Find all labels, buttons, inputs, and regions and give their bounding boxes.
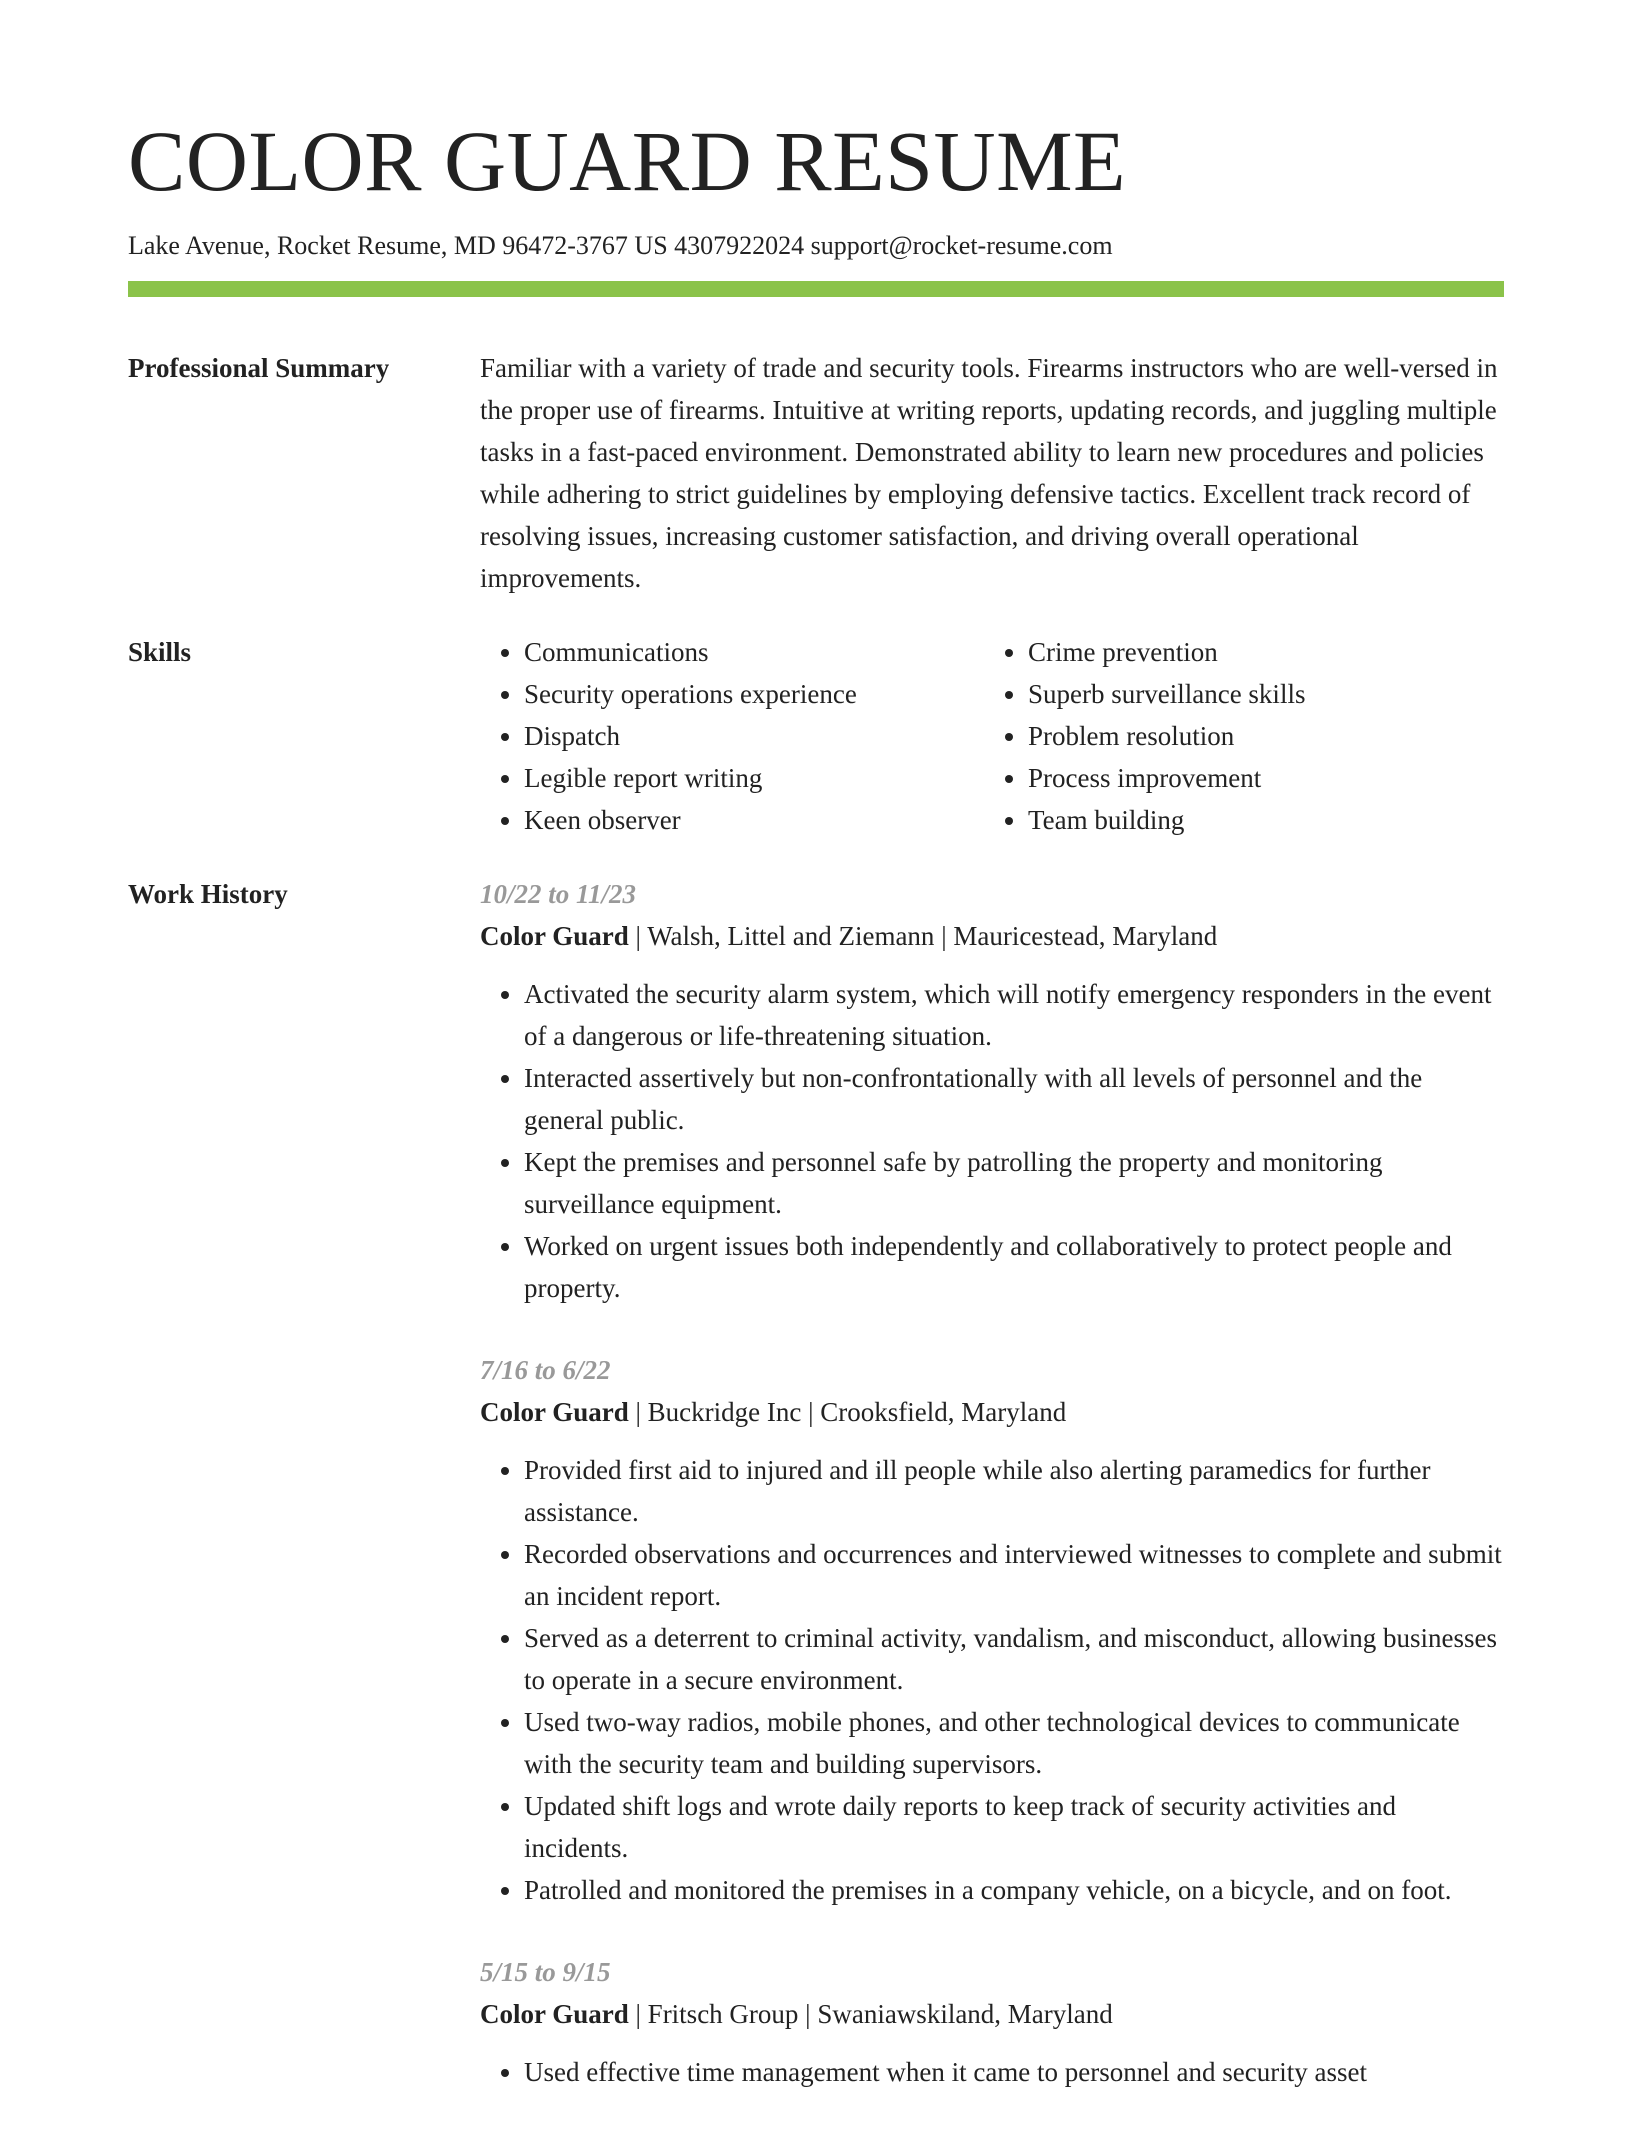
- summary-section: [128, 347, 1504, 599]
- skills-label: Skills: [128, 636, 192, 667]
- work-history-label: Work History: [128, 878, 288, 909]
- skills-section: [128, 631, 1504, 841]
- job-bullet: • Interacted assertively but non-confrontationally with all levels of personnel and the general public.: [524, 1057, 1504, 1141]
- job-heading: [480, 1993, 1504, 2035]
- job-dates: 5/15 to 9/15: [480, 1956, 611, 1987]
- job-separator: |: [628, 1396, 648, 1427]
- skills-column-left: [480, 631, 984, 841]
- header-divider: [128, 281, 1504, 297]
- job-company: Fritsch Group: [647, 1998, 799, 2029]
- skill-item: • Communications: [524, 631, 984, 673]
- skill-item: • Crime prevention: [1028, 631, 1488, 673]
- job-bullet: • Served as a deterrent to criminal activity, vandalism, and misconduct, allowing businesses to operate in a secure environment.: [524, 1617, 1504, 1701]
- summary-label: Professional Summary: [128, 352, 390, 383]
- job-bullets: [480, 1449, 1504, 1911]
- job-separator: |: [628, 920, 648, 951]
- skill-item: • Dispatch: [524, 715, 984, 757]
- job-entry: [480, 1951, 1504, 2093]
- job-heading: [480, 1391, 1504, 1433]
- job-title: Color Guard: [480, 1396, 629, 1427]
- job-separator: |: [934, 920, 954, 951]
- skills-grid: [480, 631, 1504, 841]
- job-bullet: • Kept the premises and personnel safe by patrolling the property and monitoring surveillance equipment.: [524, 1141, 1504, 1225]
- skill-item: • Legible report writing: [524, 757, 984, 799]
- work-history-section: [128, 873, 1504, 2133]
- job-separator: |: [628, 1998, 648, 2029]
- skill-item: • Superb surveillance skills: [1028, 673, 1488, 715]
- job-bullet: • Updated shift logs and wrote daily reports to keep track of security activities and incidents.: [524, 1785, 1504, 1869]
- job-location: Swaniawskiland, Maryland: [817, 1998, 1113, 2029]
- skill-item: • Process improvement: [1028, 757, 1488, 799]
- job-bullet: • Patrolled and monitored the premises in a company vehicle, on a bicycle, and on foot.: [524, 1869, 1504, 1911]
- job-heading: [480, 915, 1504, 957]
- job-location: Crooksfield, Maryland: [820, 1396, 1067, 1427]
- job-separator: |: [798, 1998, 818, 2029]
- job-bullet: • Used two-way radios, mobile phones, and other technological devices to communicate with the security team and building supervisors.: [524, 1701, 1504, 1785]
- job-bullet: • Used effective time management when it came to personnel and security asset: [524, 2051, 1504, 2093]
- summary-text: Familiar with a variety of trade and security tools. Firearms instructors who are well-versed in the proper use of firearms. Intuitive at writing reports, updating records, and juggling multiple tasks in a fast-paced environment. Demonstrated ability to learn new procedures and policies while adhering to strict guidelines by employing defensive tactics. Excellent track record of resolving issues, increasing customer satisfaction, and driving overall operational improvements.: [480, 352, 1498, 593]
- job-bullet: • Provided first aid to injured and ill people while also alerting paramedics for further assistance.: [524, 1449, 1504, 1533]
- job-company: Walsh, Littel and Ziemann: [647, 920, 935, 951]
- contact-line: Lake Avenue, Rocket Resume, MD 96472-3767 US 4307922024 support@rocket-resume.com: [128, 231, 1113, 260]
- skill-item: • Team building: [1028, 799, 1488, 841]
- job-dates: 10/22 to 11/23: [480, 878, 637, 909]
- resume-title: COLOR GUARD RESUME: [128, 113, 1127, 209]
- job-bullet: • Recorded observations and occurrences and interviewed witnesses to complete and submit an incident report.: [524, 1533, 1504, 1617]
- job-separator: |: [801, 1396, 821, 1427]
- work-history-list: [480, 873, 1504, 2133]
- job-location: Mauricestead, Maryland: [953, 920, 1218, 951]
- skill-item: • Security operations experience: [524, 673, 984, 715]
- job-entry: [480, 1349, 1504, 1911]
- job-company: Buckridge Inc: [647, 1396, 802, 1427]
- job-bullets: [480, 2051, 1504, 2093]
- job-bullet: • Activated the security alarm system, which will notify emergency responders in the event of a dangerous or life-threatening situation.: [524, 973, 1504, 1057]
- job-bullets: [480, 973, 1504, 1309]
- skills-column-right: [984, 631, 1488, 841]
- job-title: Color Guard: [480, 1998, 629, 2029]
- job-dates: 7/16 to 6/22: [480, 1354, 611, 1385]
- job-bullet: • Worked on urgent issues both independently and collaboratively to protect people and property.: [524, 1225, 1504, 1309]
- job-title: Color Guard: [480, 920, 629, 951]
- skill-item: • Keen observer: [524, 799, 984, 841]
- skill-item: • Problem resolution: [1028, 715, 1488, 757]
- job-entry: [480, 873, 1504, 1309]
